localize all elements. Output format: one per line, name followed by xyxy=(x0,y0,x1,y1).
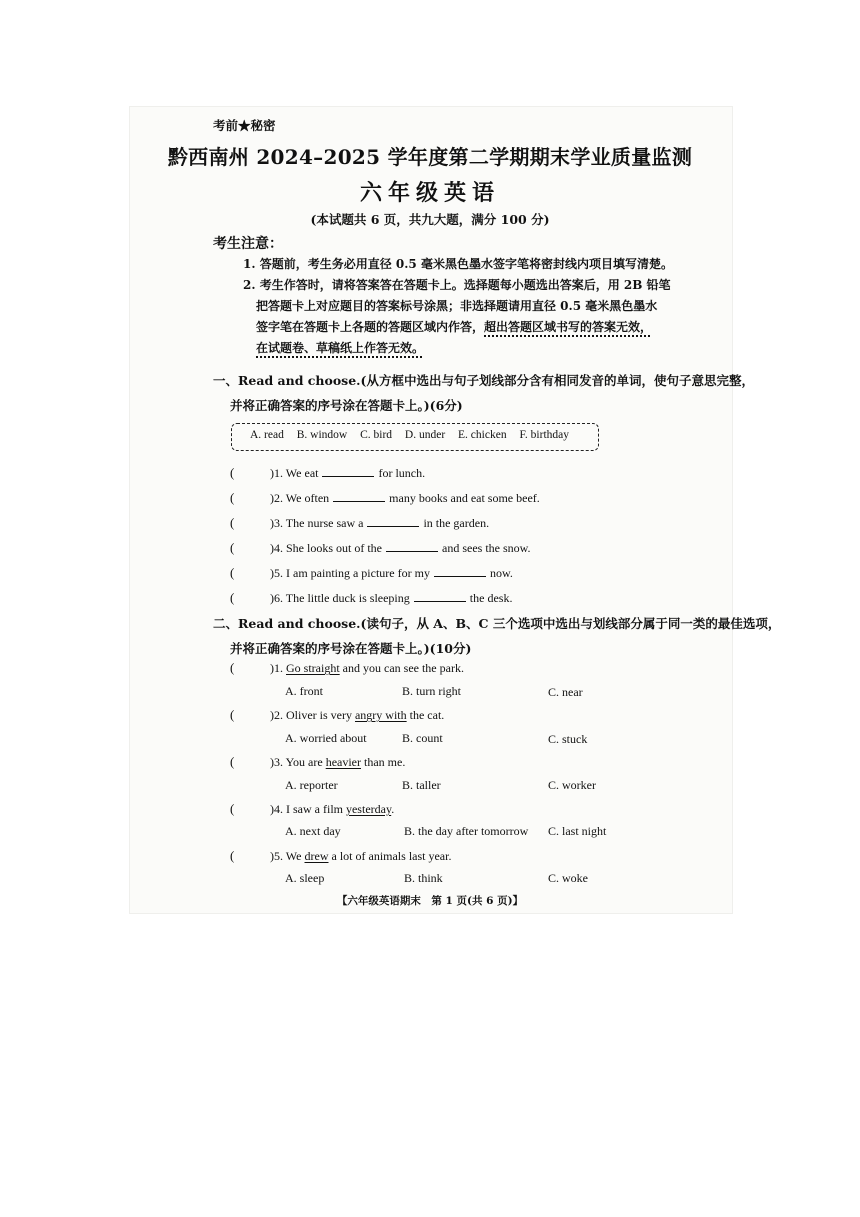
notice-item-2-line4: 在试题卷、草稿纸上作答无效。 xyxy=(256,341,425,355)
answer-paren[interactable]: ( xyxy=(230,660,235,675)
notice-heading: 考生注意： xyxy=(213,236,283,252)
option-c[interactable]: C. last night xyxy=(548,824,607,838)
underlined-phrase: yesterday xyxy=(345,802,392,816)
question-line: )6. The little duck is sleeping the desk. xyxy=(270,591,513,605)
section1-title: 一、Read and choose.(从方框中选出与句子划线部分含有相同发音的单词，使句子意思完整， xyxy=(213,373,754,388)
exam-info: (本试题共 6 页，共九大题，满分 100 分) xyxy=(310,212,550,227)
answer-paren[interactable]: ( xyxy=(230,515,235,530)
answer-paren[interactable]: ( xyxy=(230,707,235,722)
option-c[interactable]: C. stuck xyxy=(548,732,588,746)
word-option: E. chicken xyxy=(458,429,507,441)
answer-paren[interactable]: ( xyxy=(230,754,235,769)
question-line: )4. She looks out of the and sees the snow. xyxy=(270,541,531,555)
underlined-phrase: Go straight xyxy=(286,661,340,675)
option-c[interactable]: C. near xyxy=(548,685,583,699)
notice-emphasis-text: 超出答题区域书写的答案无效， xyxy=(484,320,653,334)
notice-item-2-line2: 把答题卡上对应题目的答案标号涂黑；非选择题请用直径 0.5 毫米黑色墨水 xyxy=(256,299,658,313)
option-c[interactable]: C. woke xyxy=(548,871,588,885)
option-a[interactable]: A. reporter xyxy=(285,778,338,792)
question-line: )4. I saw a film yesterday. xyxy=(270,802,395,816)
notice-item-1: 1. 答题前，考生务必用直径 0.5 毫米黑色墨水签字笔将密封线内项目填写清楚。 xyxy=(243,257,673,271)
underlined-phrase: angry with xyxy=(354,708,407,722)
answer-blank[interactable] xyxy=(434,566,486,577)
secret-label: 考前★秘密 xyxy=(213,118,276,133)
notice-plain-text: 签字笔在答题卡上各题的答题区域内作答， xyxy=(256,320,485,334)
question-line: )3. The nurse saw a in the garden. xyxy=(270,516,490,530)
subject-title: 六年级英语 xyxy=(359,180,500,206)
underlined-phrase: drew xyxy=(304,849,329,863)
question-line: )1. We eat for lunch. xyxy=(270,466,426,480)
section2-title: 二、Read and choose.(读句子，从 A、B、C 三个选项中选出与划线部分属于同一类的最佳选项， xyxy=(213,616,781,631)
answer-paren[interactable]: ( xyxy=(230,490,235,505)
question-line: )2. Oliver is very angry with the cat. xyxy=(270,708,445,722)
answer-paren[interactable]: ( xyxy=(230,801,235,816)
answer-blank[interactable] xyxy=(322,466,374,477)
page-footer: 【六年级英语期末 第 1 页(共 6 页)】 xyxy=(336,895,524,907)
answer-paren[interactable]: ( xyxy=(230,848,235,863)
option-b[interactable]: B. taller xyxy=(402,778,441,792)
underlined-phrase: heavier xyxy=(325,755,361,769)
option-a[interactable]: A. front xyxy=(285,684,323,698)
section1-title-line2: 并将正确答案的序号涂在答题卡上。)(6分) xyxy=(230,398,463,413)
option-b[interactable]: B. the day after tomorrow xyxy=(404,824,529,838)
option-a[interactable]: A. sleep xyxy=(285,871,325,885)
question-line: )5. We drew a lot of animals last year. xyxy=(270,849,452,863)
exam-title: 黔西南州 2024–2025 学年度第二学期期末学业质量监测 xyxy=(167,145,693,169)
word-option: D. under xyxy=(404,429,446,441)
notice-item-2-line3 xyxy=(256,318,652,335)
option-a[interactable]: A. next day xyxy=(285,824,341,838)
question-line: )2. We often many books and eat some beef. xyxy=(270,491,540,505)
question-line: )3. You are heavier than me. xyxy=(270,755,406,769)
section2-title-line2: 并将正确答案的序号涂在答题卡上。)(10分) xyxy=(230,641,472,656)
answer-paren[interactable]: ( xyxy=(230,540,235,555)
option-b[interactable]: B. think xyxy=(404,871,443,885)
question-line: )5. I am painting a picture for my now. xyxy=(270,566,513,580)
word-option: C. bird xyxy=(360,429,393,441)
word-option: B. window xyxy=(296,429,348,441)
option-c[interactable]: C. worker xyxy=(548,778,596,792)
answer-paren[interactable]: ( xyxy=(230,565,235,580)
answer-paren[interactable]: ( xyxy=(230,465,235,480)
word-option: F. birthday xyxy=(519,429,570,441)
answer-blank[interactable] xyxy=(333,491,385,502)
answer-blank[interactable] xyxy=(414,591,466,602)
option-b[interactable]: B. turn right xyxy=(402,684,461,698)
notice-item-2: 2. 考生作答时，请将答案答在答题卡上。选择题每小题选出答案后，用 2B 铅笔 xyxy=(243,278,671,292)
answer-paren[interactable]: ( xyxy=(230,590,235,605)
word-options xyxy=(250,429,579,441)
answer-blank[interactable] xyxy=(367,516,419,527)
option-a[interactable]: A. worried about xyxy=(285,731,367,745)
word-option: A. read xyxy=(250,429,284,441)
question-line: )1. Go straight and you can see the park. xyxy=(270,661,464,675)
option-b[interactable]: B. count xyxy=(402,731,443,745)
answer-blank[interactable] xyxy=(386,541,438,552)
